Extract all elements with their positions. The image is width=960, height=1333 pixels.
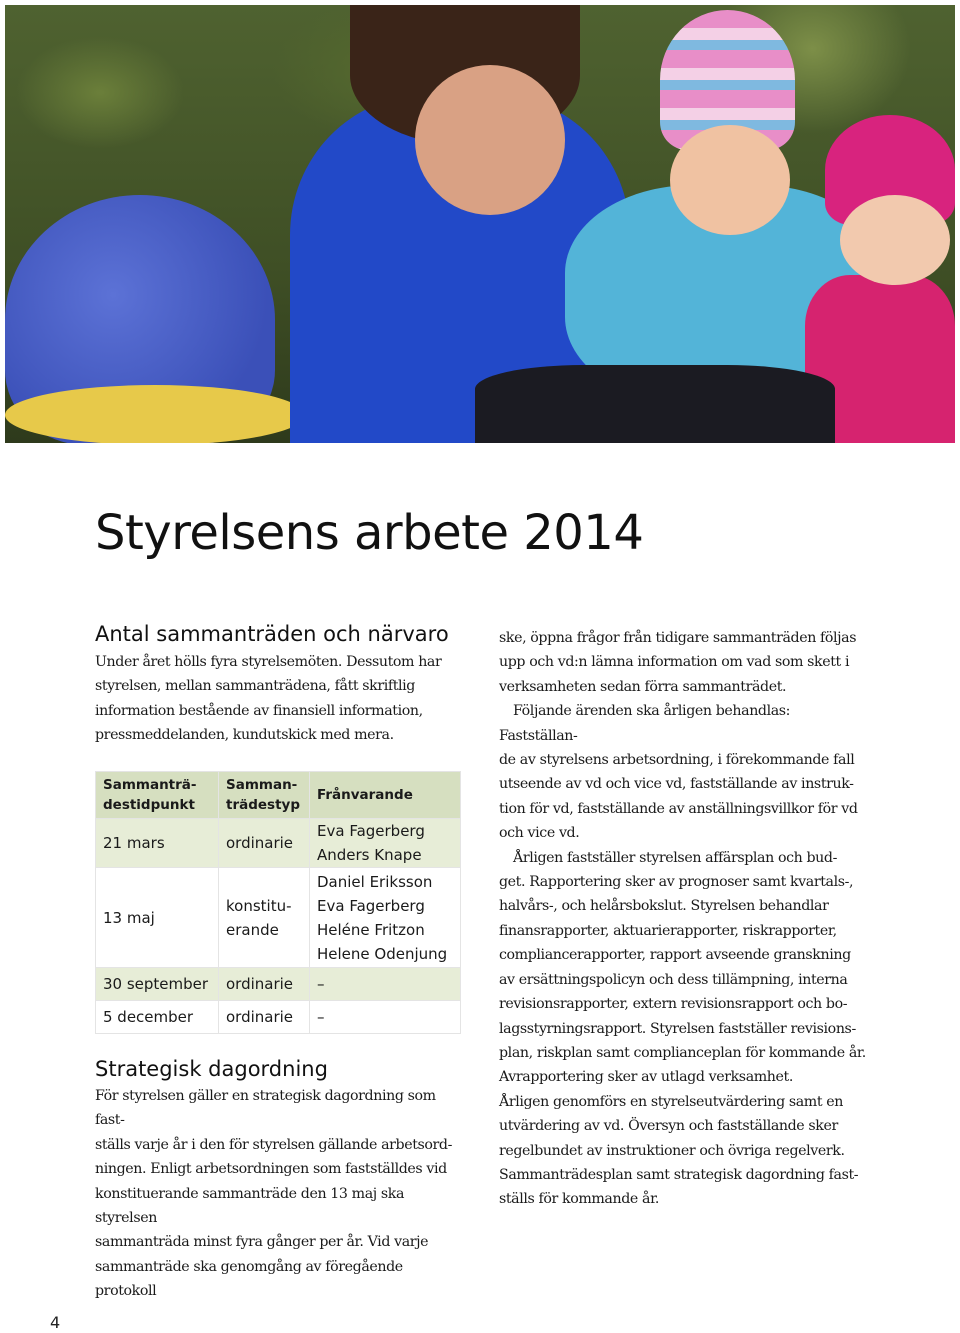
cell-type: ordinarie <box>219 968 310 1001</box>
cell-absent: Daniel Eriksson Eva Fagerberg Heléne Fritzon Helene Odenjung <box>310 868 461 968</box>
table-row <box>96 819 461 868</box>
cell-date: 5 december <box>96 1001 219 1034</box>
child-face <box>670 125 790 235</box>
cell-date: 30 september <box>96 968 219 1001</box>
woman-face <box>415 65 565 215</box>
header-absent: Frånvarande <box>310 772 461 819</box>
section-heading-strategy: Strategisk dagordning <box>95 1057 328 1081</box>
section-attendance <box>95 622 465 748</box>
page-title: Styrelsens arbete 2014 <box>95 505 644 561</box>
section-heading-attendance: Antal sammanträden och närvaro <box>95 622 449 646</box>
cell-type: konstitu- erande <box>219 868 310 968</box>
table-row <box>96 868 461 968</box>
header-type: Samman- trädestyp <box>219 772 310 819</box>
paragraph: ske, öppna frågor från tidigare sammanträden följas upp och vd:n lämna information om vad som skett i verksamheten sedan förra sammanträdet. <box>499 630 857 695</box>
header-date: Sammanträ- destidpunkt <box>96 772 219 819</box>
page-number: 4 <box>50 1313 61 1332</box>
cell-type: ordinarie <box>219 819 310 868</box>
cell-type: ordinarie <box>219 1001 310 1034</box>
girl-face <box>840 195 950 285</box>
right-column-text <box>499 626 871 1212</box>
cell-absent: – <box>310 1001 461 1034</box>
strategy-text: För styrelsen gäller en strategisk dagordning som fast- ställs varje år i den för styrelsen gällande arbetsord- ningen. Enligt arbetsordningen som fastställdes vid konstituerande sammanträde den 13 maj ska styrelsen sammanträda minst fyra gånger per år. Vid varje sammanträde ska genomgång av föregående protokoll <box>95 1088 453 1300</box>
table-header-row <box>96 772 461 819</box>
dark-clothing <box>475 365 835 443</box>
attendance-text: Under året hölls fyra styrelsemöten. Dessutom har styrelsen, mellan sammanträdena, fått skriftlig information bestående av finansiell information, pressmeddelanden, kundutskick med mera. <box>95 654 442 744</box>
paragraph: Följande ärenden ska årligen behandlas: Fastställan- de av styrelsens arbetsordning, i förekommande fall utseende av vd och vice vd, fastställande av instruk- tion för vd, fastställande av anställningsvillkor för vd och vice vd. <box>499 703 858 842</box>
cell-absent: Eva Fagerberg Anders Knape <box>310 819 461 868</box>
cell-absent: – <box>310 968 461 1001</box>
paragraph: Årligen fastställer styrelsen affärsplan och bud- get. Rapportering sker av prognoser samt kvartals-, halvårs-, och helårsbokslut. Styrelsen behandlar finansrapporter, aktuarierapporter, riskrapporter, compliancerapporter, rapport avseende granskning av ersättningspolicyn och dess tillämpning, interna revisionsrapporter, extern revisionsrapport och bo- lagsstyrningsrapport. Styrelsen fastställer revisions- plan, riskplan samt complianceplan för kommande år. Avrapportering sker av utlagd verksamhet. <box>499 849 866 1086</box>
header-photo <box>5 5 955 443</box>
cell-date: 21 mars <box>96 819 219 868</box>
table-row <box>96 1001 461 1034</box>
hat-brim <box>5 385 305 443</box>
table-row <box>96 968 461 1001</box>
paragraph: Årligen genomförs en styrelseutvärdering samt en utvärdering av vd. Översyn och fastställande sker regelbundet av instruktioner och övriga regelverk. Sammanträdesplan samt strategisk dagordning fast- ställs för kommande år. <box>499 1093 859 1208</box>
meetings-table <box>95 771 461 1034</box>
cell-date: 13 maj <box>96 868 219 968</box>
